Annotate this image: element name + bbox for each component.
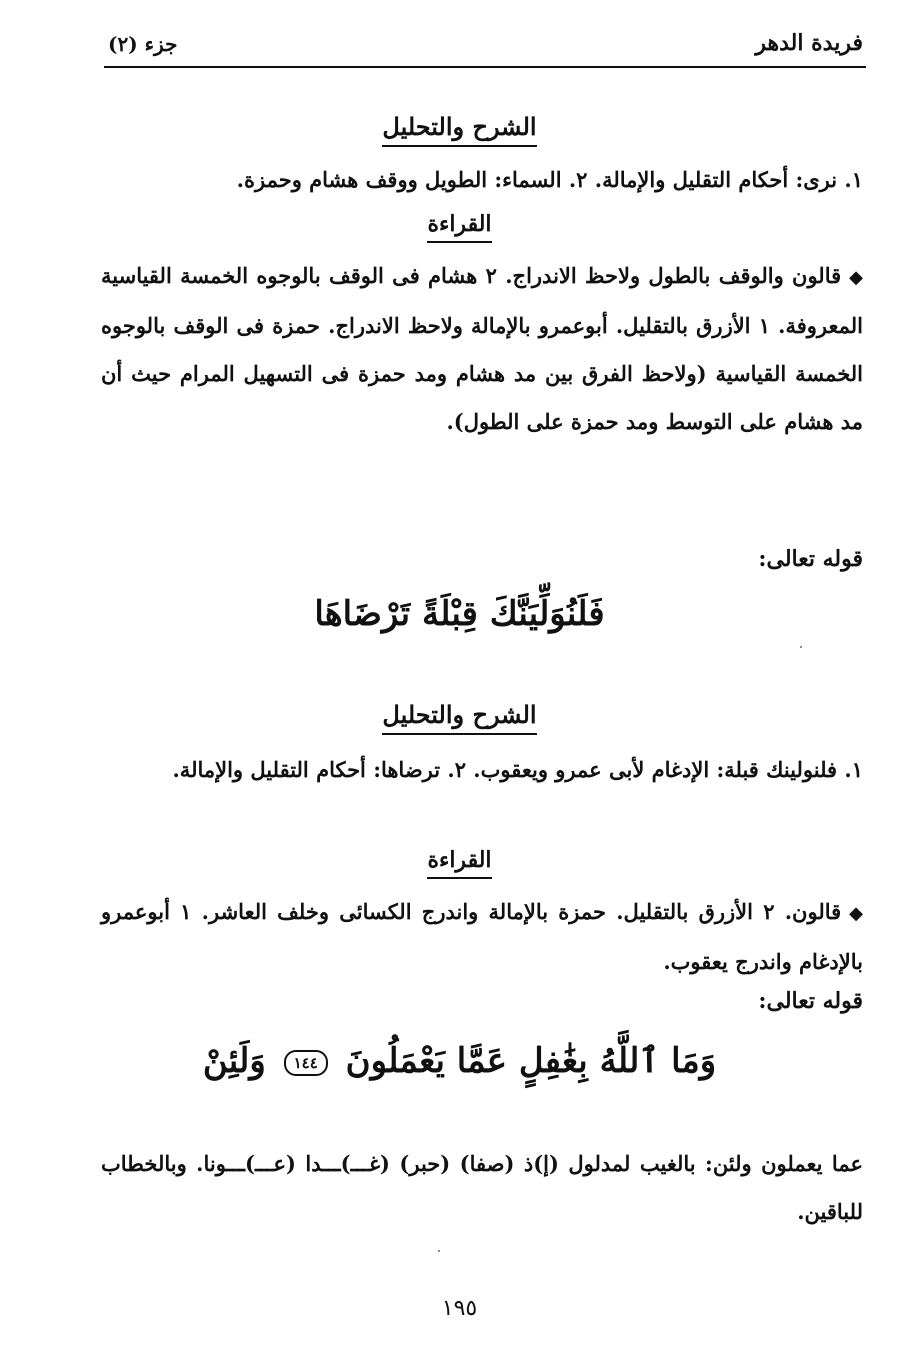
verse-label-1: قوله تعالى: [758, 546, 863, 572]
reading-paragraph-1 [101, 252, 863, 446]
header-divider [104, 66, 866, 68]
part-label: جزء (٢) [108, 32, 178, 56]
section-heading-analysis-2-text: الشرح والتحليل [382, 700, 536, 735]
diamond-bullet-icon: ◆ [849, 903, 863, 924]
quran-verse-2-text: وَمَا ٱللَّهُ بِغَٰفِلٍ عَمَّا يَعْمَلُونَ [345, 1041, 717, 1081]
reading-paragraph-2-text: قالون. ٢ الأزرق بالتقليل. حمزة بالإمالة واندرج الكسائى وخلف العاشر. ١ أبوعمرو بالإدغام واندرج يعقوب. [101, 899, 863, 974]
verse-label-2: قوله تعالى: [758, 988, 863, 1014]
ayah-number-badge: ١٤٤ [284, 1050, 328, 1076]
diamond-bullet-icon: ◆ [849, 267, 863, 288]
section-heading-reading-1 [0, 208, 919, 243]
page-number: ١٩٥ [441, 1296, 478, 1321]
scan-speck [800, 646, 802, 648]
section-heading-reading-2 [0, 844, 919, 879]
section-heading-reading-1-text: القراءة [427, 211, 491, 243]
analysis-paragraph-2: ١. فلنولينك قبلة: الإدغام لأبى عمرو ويعقوب. ٢. ترضاها: أحكام التقليل والإمالة. [172, 757, 863, 782]
quran-verse-1: فَلَنُوَلِّيَنَّكَ قِبْلَةً تَرْضَاهَا [314, 594, 605, 634]
book-title: فريدة الدهر [755, 30, 863, 56]
scan-speck [438, 1250, 440, 1252]
reading-paragraph-2 [101, 888, 863, 986]
quran-verse-2-continuation: وَلَئِنْ [202, 1041, 266, 1081]
reading-paragraph-1-text: قالون والوقف بالطول ولاحظ الاندراج. ٢ هشام فى الوقف بالوجوه الخمسة القياسية المعروفة. ١ الأزرق بالتقليل. أبوعمرو بالإمالة ولاحظ الاندراج. حمزة فى الوقف بالوجوه الخمسة القياسية (ولاحظ الفرق بين مد هشام ومد حمزة فى التسهيل المرام حيث أن مد هشام على التوسط ومد حمزة على الطول). [101, 263, 864, 434]
section-heading-analysis-2 [0, 700, 919, 735]
quran-verse-2 [0, 1040, 919, 1081]
section-heading-reading-2-text: القراءة [427, 847, 491, 879]
section-heading-analysis-1-text: الشرح والتحليل [382, 112, 536, 147]
analysis-paragraph-1: ١. نرى: أحكام التقليل والإمالة. ٢. السماء: الطويل ووقف هشام وحمزة. [236, 167, 863, 192]
closing-paragraph: عما يعملون ولئن: بالغيب لمدلول (إ)ذ (صفا) (حبر) (غـــ)ـــدا (عـــ)ـــونا. وبالخطاب للباقين. [101, 1151, 863, 1224]
section-heading-analysis-1 [0, 112, 919, 147]
